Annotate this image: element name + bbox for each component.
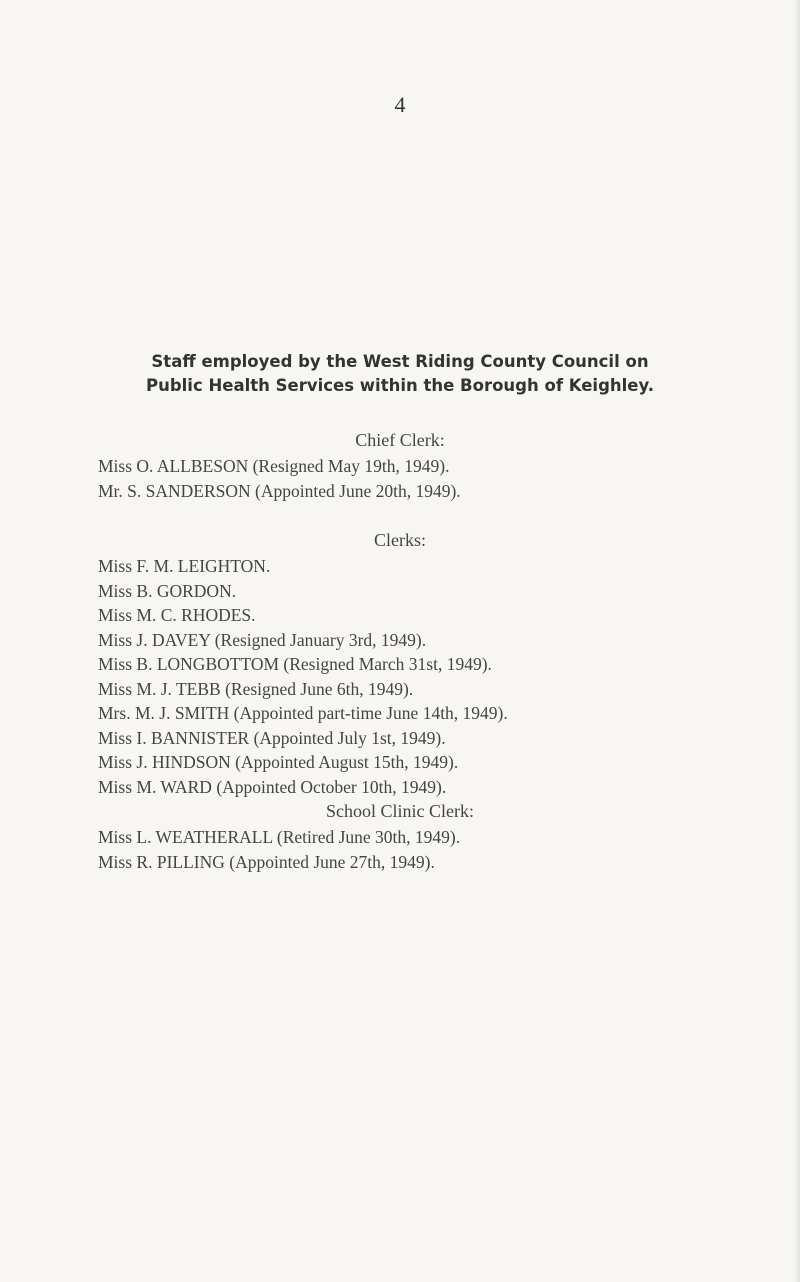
page-number: 4 bbox=[394, 92, 406, 117]
page-edge-shadow bbox=[794, 0, 800, 1282]
staff-entry: Miss B. GORDON. bbox=[98, 580, 237, 601]
staff-entry: Mr. S. SANDERSON (Appointed June 20th, 1949). bbox=[98, 480, 461, 501]
staff-entry: Miss J. HINDSON (Appointed August 15th, 1949). bbox=[98, 752, 459, 772]
staff-entry: Mrs. M. J. SMITH (Appointed part-time June 14th, 1949). bbox=[98, 703, 508, 723]
title-line-1: Staff employed by the West Riding County Council on bbox=[151, 352, 649, 371]
staff-entry: Miss R. PILLING (Appointed June 27th, 1949). bbox=[98, 851, 435, 872]
clerks-list bbox=[98, 554, 778, 799]
staff-entry: Miss M. C. RHODES. bbox=[98, 605, 256, 625]
document-title bbox=[0, 350, 800, 398]
staff-entry: Miss I. BANNISTER (Appointed July 1st, 1949). bbox=[98, 727, 446, 748]
staff-entry: Miss O. ALLBESON (Resigned May 19th, 1949). bbox=[98, 456, 450, 476]
staff-entry: Miss B. LONGBOTTOM (Resigned March 31st, 1949). bbox=[98, 654, 492, 674]
clerks-heading: Clerks: bbox=[374, 530, 426, 550]
staff-entry: Miss J. DAVEY (Resigned January 3rd, 1949). bbox=[98, 629, 427, 650]
chief-clerk-heading: Chief Clerk: bbox=[355, 430, 445, 450]
staff-entry: Miss L. WEATHERALL (Retired June 30th, 1949). bbox=[98, 827, 461, 847]
staff-entry: Miss M. J. TEBB (Resigned June 6th, 1949). bbox=[98, 678, 414, 699]
chief-clerk-list bbox=[98, 454, 778, 503]
school-clinic-clerk-list bbox=[98, 825, 778, 874]
school-clinic-clerk-heading: School Clinic Clerk: bbox=[326, 801, 474, 821]
staff-entry: Miss M. WARD (Appointed October 10th, 1949). bbox=[98, 776, 447, 797]
staff-entry: Miss F. M. LEIGHTON. bbox=[98, 556, 271, 576]
title-line-2: Public Health Services within the Borough of Keighley. bbox=[145, 376, 654, 395]
